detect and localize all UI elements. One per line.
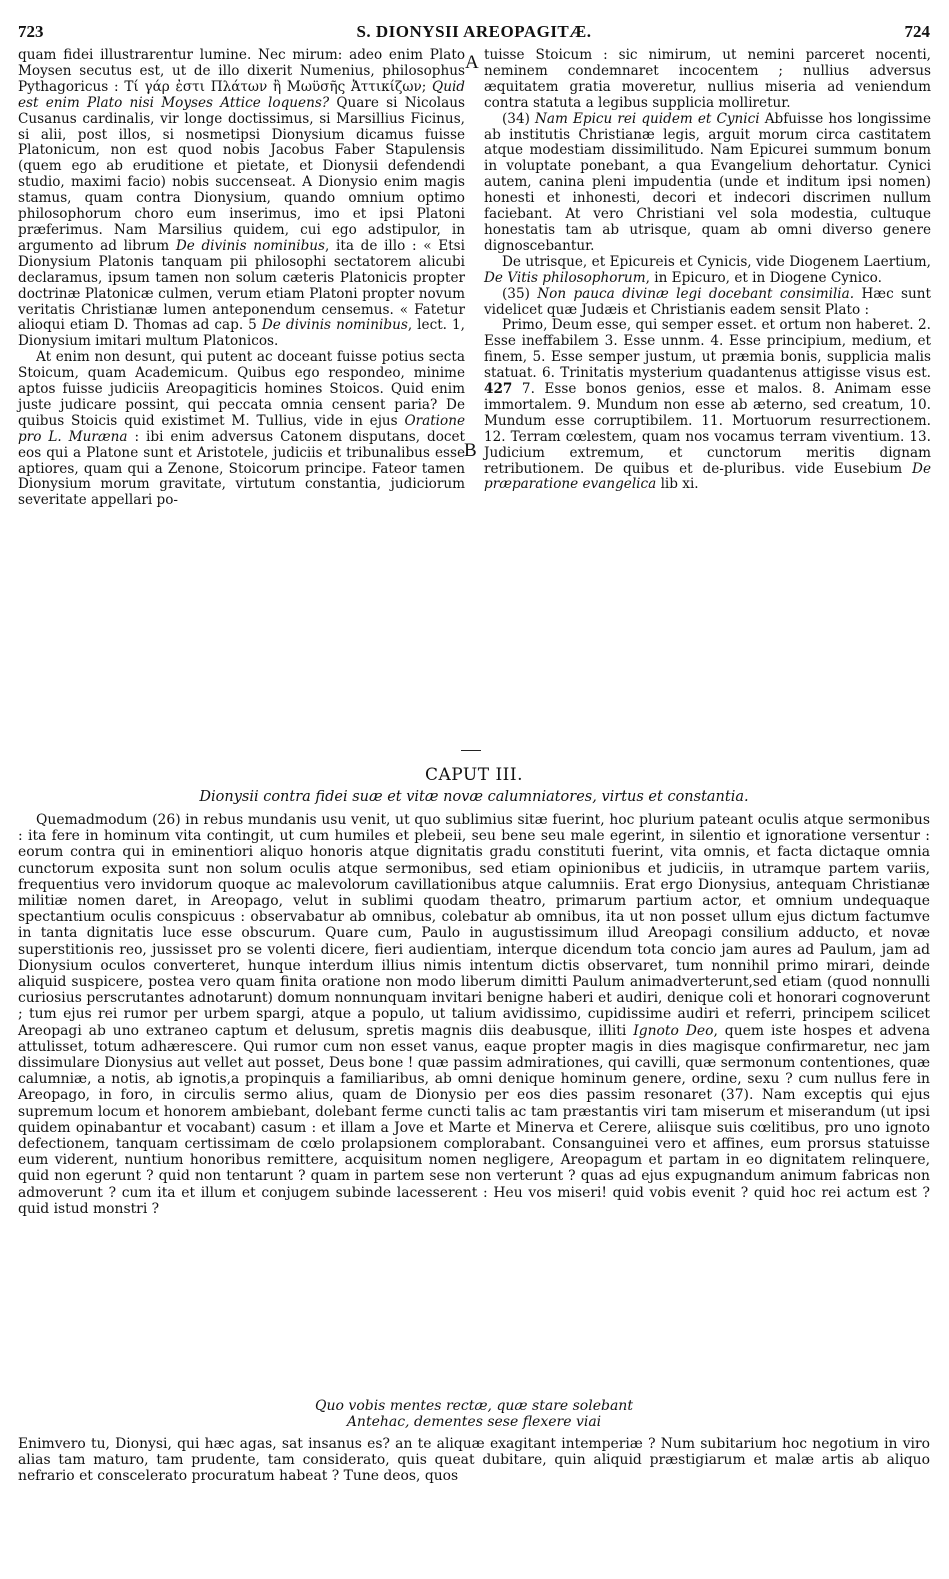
body-paragraph-1: Quemadmodum (26) in rebus mundanis usu venit, ut quo sublimius sitæ fuerint, hoc plurium pateant oculis atque sermonibus : ita fere in hominum vita contingit, ut cum humiles et plebeii, seu bene seu male egerint, in silentio et ignoratione versentur : eorum contra qui in eminentiori aliquo honoris atque dignitatis gradu constituti fuerint, vita omnis, et facta dictaque omnia cunctorum exposita sunt non solum oculis atque sermonibus, sed etiam opinionibus et judiciis, in utramque partem variis, frequentius vero invidorum quoque ac malevolorum cavillationibus atque calumniis. Erat ergo Dionysius, antequam Christianæ militiæ nomen daret, in Areopago, velut in sublimi quodam theatro, primarum partium actor, et omnium undequaque spectantium oculis conspicuus : observabatur ab omnibus, colebatur ab omnibus, ita ut non posset ullum ejus dictum factumve in tanta dignitatis luce esse obscurum. Quare cum, Paulo in augustissimum illud Areopagi consilium adducto, et novæ superstitionis reo, jussisset pro se volenti dicere, fieri audientiam, interque dicendum tota concio jam aures ad Paulum, jam ad Dionysium oculos converteret, hunque interdum illius nimis intentum dictis observaret, tum nonnihil primo mirari, deinde aliquid suspicere, postea vero quam finita oratione non modo liberum dimitti Paulum animadverterunt,sed etiam (quod nonnulli curiosius perscrutantes adnotarunt) domum nonnunquam invitari benigne haberi et audiri, denique coli et honorari cognoverunt ; tum ejus rei rumor per urbem spargi, atque a populo, ut talium avidissimo, cupidissime audiri et referri, principem scilicet Areopagi ab uno extraneo captum et delusum, spretis magnis diis deabusque, illiti Ignoto Deo, quem iste hospes et advena attulisset, totum adhærescere. Qui rumor cum non esset vanus, eaque propter magis in dies magisque confirmaretur, nec jam dissimulare Dionysius aut vellet aut posset, Deus bone ! quæ passim admirationes, qui cavilli, quæ sermonum contentiones, quæ calumniæ, a notis, ab ignotis,a propinquis a familiaribus, ab omni denique hominum genere, ordine, sexu ? cum nullus fere in Areopago, in foro, in circulis sermo alius, quam de Dionysio per eos dies passim resonaret (37). Nam exceptis qui ejus supremum locum et honorem ambiebant, dolebant ferme cuncti talis ac tam præstantis viri tam miserum et miserandum (ut ipsi quidem opinabantur et vocabant) casum : et illam a Jove et Marte et Minerva et Cerere, aliisque suis cœlitibus, pro uno ignoto defectionem, tanquam certissimam de cœlo prolapsionem complorabant. Consanguinei vero et affines, eum prorsus statuisse eum viderent, nuntium honoribus remittere, acquisitum nomen negligere, Areopagum et partam in eo dignitatem relinquere, quid non egerunt ? quid non tentarunt ? quam in partem sese non verterunt ? quas ad ejus expugnandum animum fabricas non admoverunt ? cum ita et illum et conjugem subinde lacesserent : Heu vos miseri! quid vobis evenit ? quid hoc rei actum est ? quid istud monstri ? (18, 812, 930, 1217)
page-number-right: 724 (904, 22, 930, 41)
right-paragraph-3: De utrisque, et Epicureis et Cynicis, vide Diogenem Laertium, De Vitis philosophorum, in Epicuro, et in Diogene Cynico. (484, 253, 931, 286)
page-header (18, 22, 930, 44)
right-paragraph-1: tuisse Stoicum : sic nimirum, ut nemini parceret nocenti, neminem condemnaret incocentem ; nullius adversus æquitatem gratia moveretur, nullius miseria ad veniendum contra statuta a legibus supplicia molliretur. (484, 47, 931, 111)
running-title: S. DIONYSII AREOPAGITÆ. (356, 22, 592, 41)
margin-marker-b: B (464, 440, 477, 461)
body-paragraph-2: Enimvero tu, Dionysi, qui hæc agas, sat insanus es? an te aliquæ exagitant intemperiæ ? Num subitarium hoc negotium in viro alias tam maturo, tam prudente, tam considerato, quis queat dubitare, quin aliquid præstigiarum et malæ artis ab aliquo nefrario et conscelerato procuratum habeat ? Tune deos, quos (18, 1436, 930, 1485)
section-divider (461, 750, 481, 751)
verse-line-2: Antehac, dementes sese flexere viai (346, 1414, 602, 1431)
page-number-left: 723 (18, 22, 44, 41)
note-34: (34) Nam Epicu rei quidem et Cynici Abfuisse hos longissime ab institutis Christianæ legis, arguit morum circa castitatem atque modestiam dissimilitudo. Nam Epicurei summum bonum in voluptate ponebant, a qua Evangelium dehortatur. Cynici autem, canina pleni impudentia (unde et inditum ipsi nomen) honesti et inhonesti, decori et indecori discrimen nullum faciebant. At vero Christiani vel sola modestia, cultuque honestatis tam ab utrisque, quam ab omni diverso genere dignoscebantur. (484, 110, 931, 254)
chapter-title: CAPUT III. (424, 765, 524, 785)
verse-line-1: Quo vobis mentes rectæ, quæ stare solebant (315, 1398, 633, 1414)
right-column (484, 48, 931, 493)
left-paragraph-2: At enim non desunt, qui putent ac doceant fuisse potius secta Stoicum, quam Academicum. Quibus ego respondeo, minime aptos fuisse judiciis Areopagiticis homines Stoicos. Quid enim juste judicare possint, qui peccata omnia censent paria? De quibus Stoicis quid existimet M. Tullius, vide in ejus Oratione pro L. Muræna : ibi enim adversus Catonem disputans, docet eos qui a Platone sunt et Aristotele, judiciis et tribunalibus esse aptiores, quam qui a Zenone, Stoicorum principe. Fateor tamen Dionysium morum gravitate, virtutum constantia, judiciorum severitate appellari po- (18, 349, 466, 509)
verse-quote (18, 1398, 930, 1431)
left-column (18, 48, 465, 509)
note-35: (35) Non pauca divinæ legi docebant consimilia. Hæc sunt videlicet quæ Judæis et Christianis eadem sensit Plato : (484, 285, 932, 318)
right-paragraph-5: Primo, Deum esse, qui semper esset. et ortum non haberet. 2. Esse ineffabilem 3. Esse unnm. 4. Esse principium, medium, et finem, 5. Esse semper justum, ut præmia bonis, supplicia malis statuat. 6. Trinitatis mysterium quadantenus attigisse visus est. 427 7. Esse bonos genios, esse et malos. 8. Animam esse immortalem. 9. Mundum non esse ab æterno, sed creatum, 10. Mundum esse corruptibilem. 11. Mortuorum resurrectionem. 12. Terram cœlestem, quam nos vocamus terram viventium. 13. Judicium extremum, et cunctorum meritis dignam retributionem. De quibus et de-pluribus. vide Eusebium De præparatione evangelica lib xi. (484, 317, 931, 493)
chapter-subtitle: Dionysii contra fidei suæ et vitæ novæ calumniatores, virtus et constantia. (199, 789, 749, 805)
chapter-body (18, 812, 930, 1217)
chapter-body-continued (18, 1436, 930, 1485)
margin-marker-a: A (465, 52, 479, 73)
left-paragraph-1: quam fidei illustrarentur lumine. Nec mirum: adeo enim Plato Moysen secutus est, ut de illo dixerit Numenius, philosophus Pythagoricus : Τί γάρ ἐστι Πλάτων ἢ Μωϋσῆς Ἀττικίζων; Quid est enim Plato nisi Moyses Attice loquens? Quare si Nicolaus Cusanus cardinalis, vir longe doctissimus, si Marsillius Ficinus, si alii, post illos, si nosmetipsi Dionysium dicamus fuisse Platonicum, non est quod nobis Jacobus Faber Stapulensis (quem ego ab eruditione et pietate, et Dionysii defendendi studio, maximi facio) nobis succenseat. A Dionysio enim magis stamus, quam contra Dionysium, quando omnium optimo philosophorum choro eum inserimus, imo et ipsi Platoni præferimus. Nam Marsilius quidem, cui ego adstipulor, in argumento ad librum De divinis nominibus, ita de illo : « Etsi Dionysium Platonis tanquam pii philosophi sectatorem alicubi declaramus, ipsum tamen non solum cæteris Platonicis propter doctrinæ Platonicæ culmen, verum etiam Platoni propter novum veritatis Christianæ lumen anteponendum censemus. « Fatetur alioqui etiam D. Thomas ad cap. 5 De divinis nominibus, lect. 1, Dionysium imitari multum Platonicos. (18, 47, 465, 350)
